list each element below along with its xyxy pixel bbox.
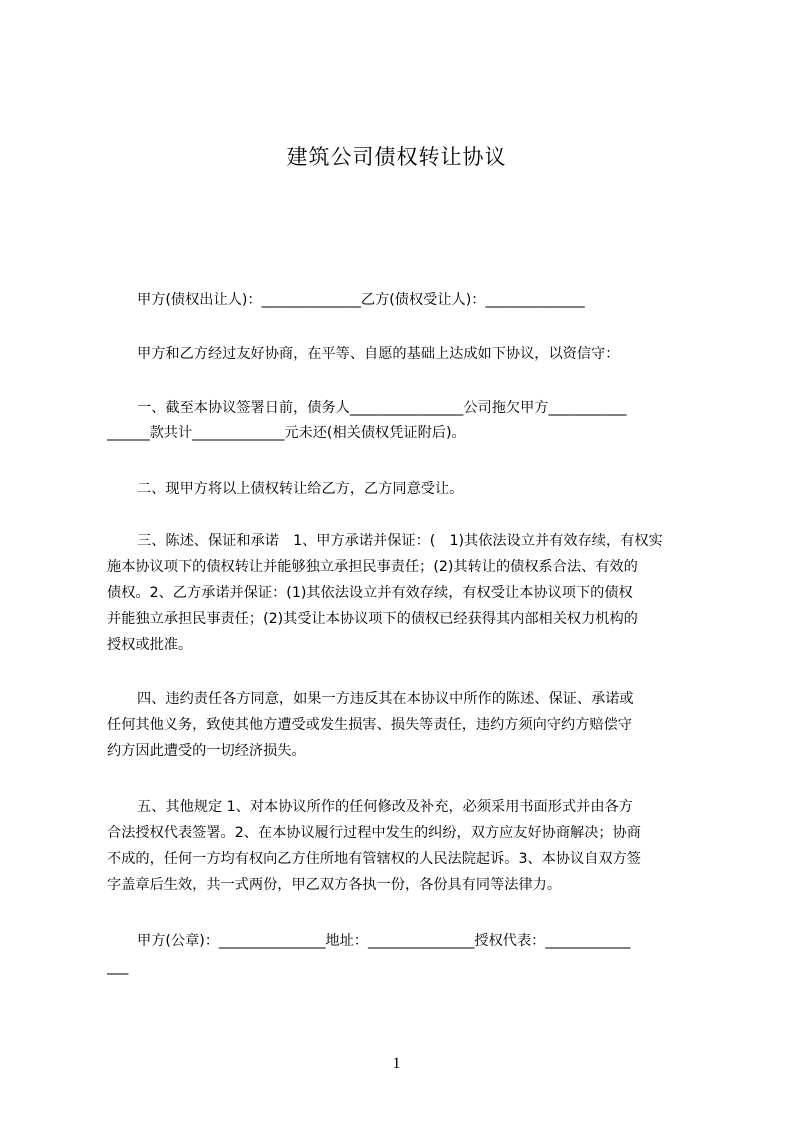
signature-line-1: 甲方(公章)：_______________地址：_______________授权代表：____________ [137, 933, 631, 949]
clause5-line-1: 五、其他规定 1、对本协议所作的任何修改及补充，必须采用书面形式并由各方 [137, 799, 633, 815]
clause5-line-2: 合法授权代表签署。2、在本协议履行过程中发生的纠纷，双方应友好协商解决；协商 [107, 825, 641, 841]
intro-paragraph: 甲方和乙方经过友好协商，在平等、自愿的基础上达成如下协议，以资信守： [137, 346, 620, 362]
clause1-line-1: 一、截至本协议签署日前，债务人________________公司拖欠甲方___________ [137, 400, 627, 416]
clause3-line-5: 授权或批准。 [107, 637, 193, 653]
page-number: 1 [392, 1055, 401, 1072]
clause5-line-4: 字盖章后生效，共一式两份，甲乙双方各执一份，各份具有同等法律力。 [107, 877, 562, 893]
signature-line-2: ___ [107, 959, 129, 975]
clause3-line-2: 施本协议项下的债权转让并能够独立承担民事责任；(2)其转让的债权系合法、有效的 [107, 559, 638, 575]
document-title: 建筑公司债权转让协议 [286, 145, 507, 169]
clause4-line-3: 约方因此遭受的一切经济损失。 [107, 743, 306, 759]
clause4-line-2: 任何其他义务，致使其他方遭受或发生损害、损失等责任，违约方须向守约方赔偿守 [107, 717, 632, 733]
clause2-paragraph: 二、现甲方将以上债权转让给乙方，乙方同意受让。 [137, 481, 464, 497]
clause3-line-3: 债权。2、乙方承诺并保证：(1)其依法设立并有效存续，有权受让本协议项下的债权 [107, 585, 633, 601]
clause1-line-2: ______款共计_____________元未还(相关债权凭证附后)。 [107, 425, 466, 441]
clause4-line-1: 四、违约责任各方同意，如果一方违反其在本协议中所作的陈述、保证、承诺或 [137, 691, 634, 707]
clause3-line-4: 并能独立承担民事责任；(2)其受让本协议项下的债权已经获得其内部相关权力机构的 [107, 611, 638, 627]
clause5-line-3: 不成的，任何一方均有权向乙方住所地有管辖权的人民法院起诉。3、本协议自双方签 [107, 851, 641, 867]
parties-line: 甲方(债权出让人)：______________乙方(债权受让人)：______________ [137, 292, 585, 308]
clause3-line-1: 三、陈述、保证和承诺 1、甲方承诺并保证：( 1)其依法设立并有效存续，有权实 [137, 533, 663, 549]
